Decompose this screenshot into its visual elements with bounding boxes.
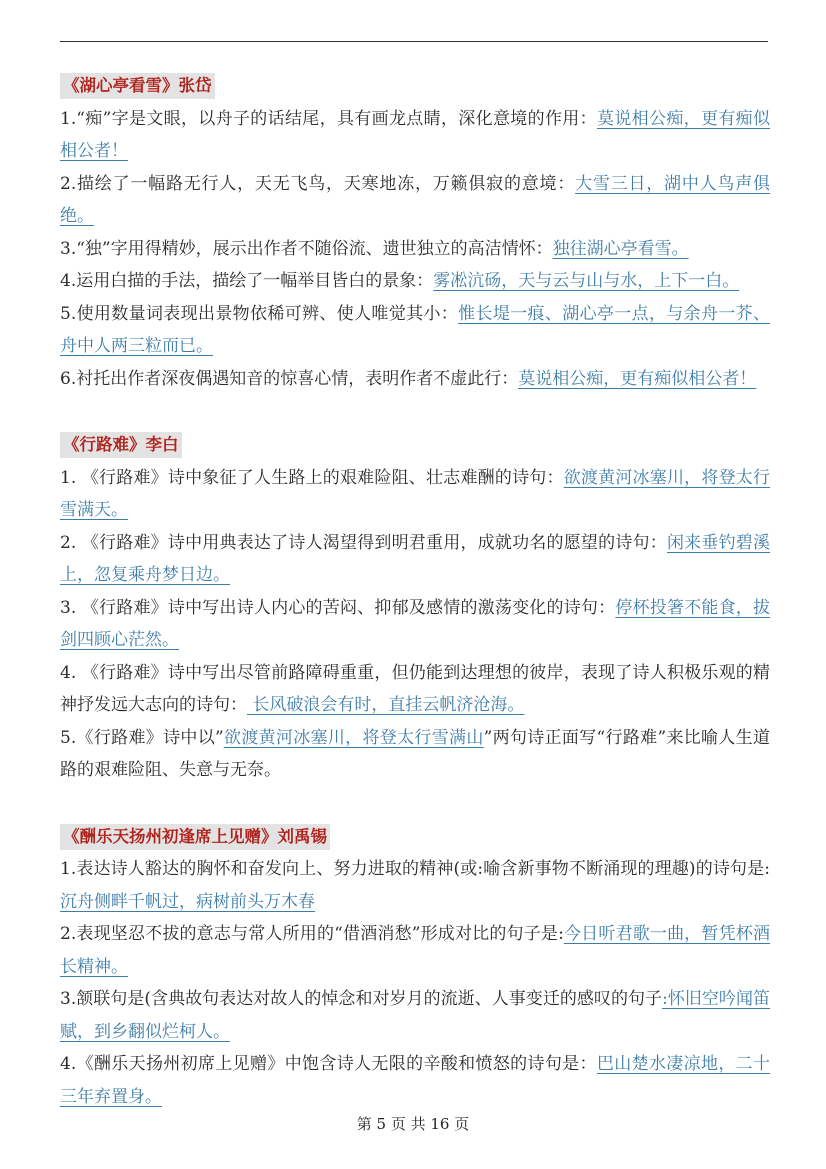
section-xld xyxy=(60,429,770,787)
answer-text: 雾凇沆砀，天与云与山与水，上下一白。 xyxy=(433,271,740,291)
answer-text: 今日听君歌一曲，暂凭杯酒长精神。 xyxy=(60,924,771,977)
question-text: 1.表达诗人豁达的胸怀和奋发向上、努力进取的精神(或:喻含新事物不断涌现的理趣)的诗句是: xyxy=(60,859,770,879)
question-text: 2.表现坚忍不拔的意志与常人所用的“借酒消愁”形成对比的句子是: xyxy=(60,924,564,944)
document-body xyxy=(60,70,770,1113)
answer-text: 欲渡黄河冰塞川，将登太行雪满天。 xyxy=(60,467,771,520)
list-item xyxy=(60,168,770,233)
section-heading: 《湖心亭看雪》张岱 xyxy=(60,73,215,99)
section-cltyz xyxy=(60,821,770,1114)
list-item xyxy=(60,853,770,918)
answer-text: 沉舟侧畔千帆过，病树前头万木春 xyxy=(60,891,315,912)
question-text: 6.衬托出作者深夜偶遇知音的惊喜心情，表明作者不虚此行： xyxy=(60,368,519,389)
question-text: 3.“独”字用得精妙，展示出作者不随俗流、遗世独立的高洁情怀： xyxy=(60,238,553,259)
list-item xyxy=(60,103,770,168)
list-item xyxy=(60,462,770,527)
header-rule xyxy=(60,41,768,42)
list-item xyxy=(60,592,770,657)
answer-text: 欲渡黄河冰塞川，将登太行雪满山 xyxy=(223,727,484,748)
answer-text: 巴山楚水凄凉地，二十三年弃置身。 xyxy=(60,1054,771,1107)
list-item xyxy=(60,918,770,983)
answer-text: 停杯投箸不能食，拔剑四顾心茫然。 xyxy=(60,597,771,650)
list-item xyxy=(60,298,770,363)
list-item xyxy=(60,265,770,298)
list-item xyxy=(60,1048,770,1113)
question-text: 4. 《行路难》诗中写出尽管前路障碍重重，但仍能到达理想的彼岸，表现了诗人积极乐观的精神抒发远大志向的诗句： xyxy=(60,662,770,715)
question-text: 2. 《行路难》诗中用典表达了诗人渴望得到明君重用，成就功名的愿望的诗句： xyxy=(60,532,667,553)
list-item xyxy=(60,722,770,787)
list-item xyxy=(60,233,770,266)
list-item xyxy=(60,983,770,1048)
question-text: 5.《行路难》诗中以” xyxy=(60,727,224,748)
answer-text: 闲来垂钓碧溪上，忽复乘舟梦日边。 xyxy=(60,532,771,585)
list-item xyxy=(60,527,770,592)
section-heading: 《酬乐天扬州初逢席上见赠》刘禹锡 xyxy=(60,824,330,850)
answer-text: 长风破浪会有时，直挂云帆济沧海。 xyxy=(247,695,525,715)
question-text: 3.颔联句是(含典故句表达对故人的悼念和对岁月的流逝、人事变迁的感叹的句子 xyxy=(60,989,663,1009)
question-text: 1.“痴”字是文眼，以舟子的话结尾，具有画龙点睛，深化意境的作用： xyxy=(60,108,597,129)
list-item xyxy=(60,657,770,722)
question-text: 5.使用数量词表现出景物依稀可辨、使人唯觉其小： xyxy=(60,303,459,324)
question-text: 4.运用白描的手法，描绘了一幅举目皆白的景象： xyxy=(60,271,434,291)
section-hxt xyxy=(60,70,770,395)
suffix-text: ”两句诗正面写“行路难”来比喻人生道路的艰难险阻、失意与无奈。 xyxy=(60,727,770,780)
answer-text: 莫说相公痴，更有痴似相公者！ xyxy=(518,368,757,389)
page-number: 第 5 页 共 16 页 xyxy=(356,1115,470,1133)
list-item xyxy=(60,363,770,396)
question-text: 4.《酬乐天扬州初席上见赠》中饱含诗人无限的辛酸和愤怒的诗句是： xyxy=(60,1054,597,1074)
answer-text: 独往湖心亭看雪。 xyxy=(552,238,689,259)
question-text: 3. 《行路难》诗中写出诗人内心的苦闷、抑郁及感情的激荡变化的诗句： xyxy=(60,597,616,618)
answer-text: :怀旧空吟闻笛赋，到乡翻似烂柯人。 xyxy=(60,989,770,1042)
question-text: 2.描绘了一幅路无行人，天无飞鸟，天寒地冻，万籁俱寂的意境： xyxy=(60,173,576,194)
answer-text: 莫说相公痴，更有痴似相公者！ xyxy=(60,108,770,161)
answer-text: 大雪三日，湖中人鸟声俱绝。 xyxy=(60,173,771,226)
answer-text: 惟长堤一痕、湖心亭一点，与余舟一芥、舟中人两三粒而已。 xyxy=(60,303,771,356)
section-heading: 《行路难》李白 xyxy=(60,432,182,458)
question-text: 1. 《行路难》诗中象征了人生路上的艰难险阻、壮志难酬的诗句： xyxy=(60,467,564,488)
